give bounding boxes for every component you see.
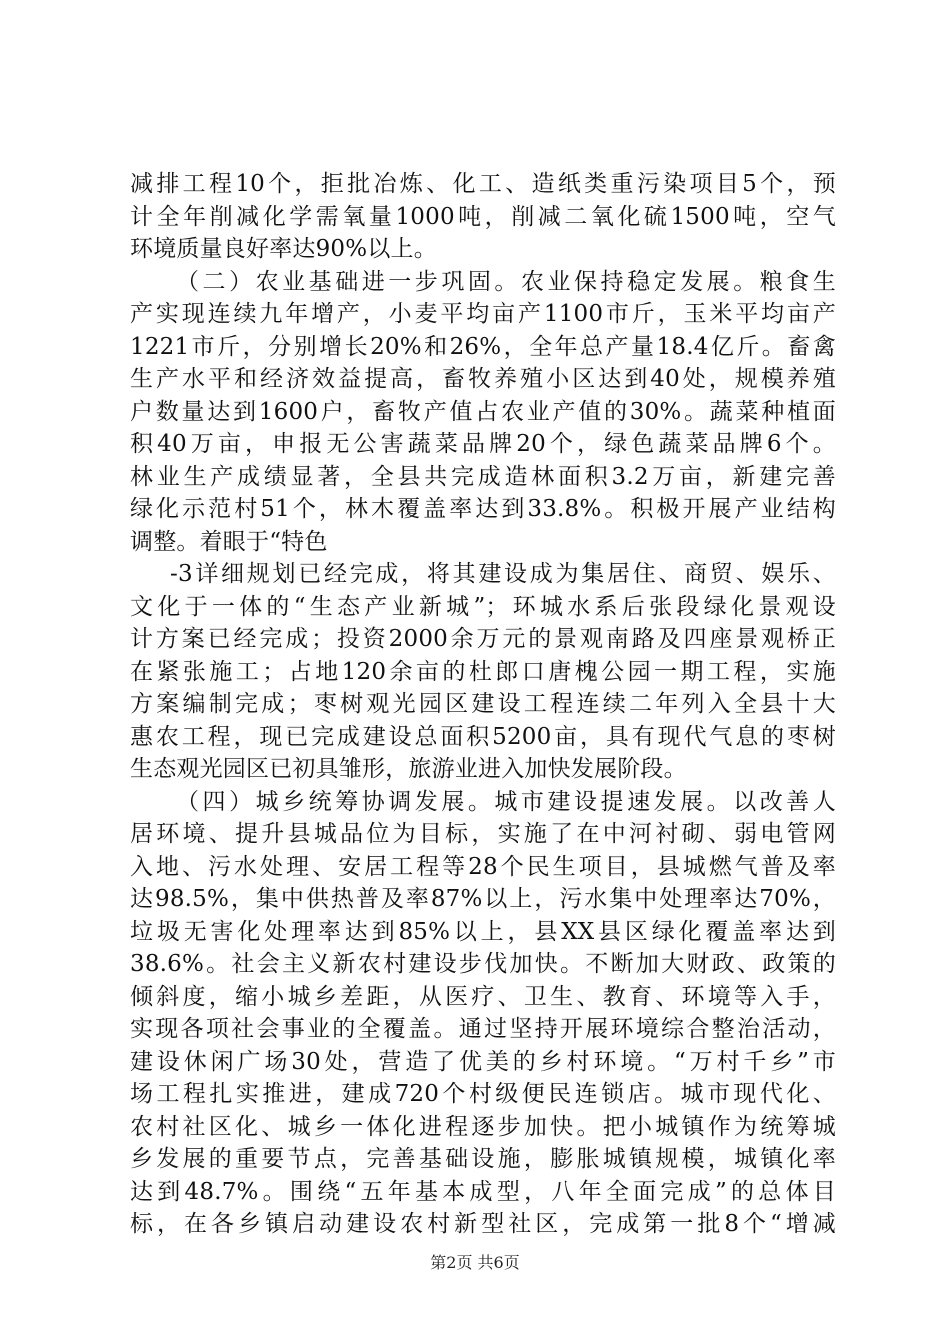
text-line: （二）农业基础进一步巩固。农业保持稳定发展。粮食生 xyxy=(176,268,836,295)
text-line: 农村社区化、城乡一体化进程逐步加快。把小城镇作为统筹城 xyxy=(130,1113,836,1140)
text-line: 惠农工程，现已完成建设总面积5200亩，具有现代气息的枣树 xyxy=(130,723,836,750)
text-line: 林业生产成绩显著，全县共完成造林面积3.2万亩，新建完善 xyxy=(130,463,836,490)
text-line: 绿化示范村51个，林木覆盖率达到33.8%。积极开展产业结构 xyxy=(130,496,836,522)
text-line: 1221市斤，分别增长20%和26%，全年总产量18.4亿斤。畜禽 xyxy=(130,333,836,360)
text-line: （四）城乡统筹协调发展。城市建设提速发展。以改善人 xyxy=(176,788,836,815)
text-line: 38.6%。社会主义新农村建设步伐加快。不断加大财政、政策的 xyxy=(130,951,836,977)
page-footer: 第2页 共6页 xyxy=(430,1253,520,1272)
text-line: 产实现连续九年增产，小麦平均亩产1100市斤，玉米平均亩产 xyxy=(130,301,836,327)
text-line: 标，在各乡镇启动建设农村新型社区，完成第一批8个“增减 xyxy=(130,1211,836,1237)
text-line: 生态观光园区已初具雏形，旅游业进入加快发展阶段。 xyxy=(130,756,687,782)
text-line: 场工程扎实推进，建成720个村级便民连锁店。城市现代化、 xyxy=(130,1081,836,1107)
text-line: 户数量达到1600户，畜牧产值占农业产值的30%。蔬菜种植面 xyxy=(130,398,836,425)
text-line: 计方案已经完成；投资2000余万元的景观南路及四座景观桥正 xyxy=(130,626,836,652)
text-line: 减排工程10个，拒批冶炼、化工、造纸类重污染项目5个，预 xyxy=(130,171,836,197)
text-line: 文化于一体的“生态产业新城”；环城水系后张段绿化景观设 xyxy=(130,593,836,620)
text-line: 乡发展的重要节点，完善基础设施，膨胀城镇规模，城镇化率 xyxy=(130,1146,836,1172)
text-line: 实现各项社会事业的全覆盖。通过坚持开展环境综合整治活动， xyxy=(130,1016,836,1042)
text-line: 计全年削减化学需氧量1000吨，削减二氧化硫1500吨，空气 xyxy=(130,203,836,230)
text-line: 在紧张施工；占地120余亩的杜郎口唐槐公园一期工程，实施 xyxy=(130,658,836,685)
text-line: 倾斜度，缩小城乡差距，从医疗、卫生、教育、环境等入手， xyxy=(130,983,836,1010)
text-line: 调整。着眼于“特色 xyxy=(130,528,328,555)
text-line: 入地、污水处理、安居工程等28个民生项目，县城燃气普及率 xyxy=(130,853,836,880)
document-body xyxy=(130,168,836,1241)
text-line: 生产水平和经济效益提高，畜牧养殖小区达到40处，规模养殖 xyxy=(130,366,836,392)
text-line: 居环境、提升县城品位为目标，实施了在中河衬砌、弱电管网 xyxy=(130,821,836,847)
text-line: 方案编制完成；枣树观光园区建设工程连续二年列入全县十大 xyxy=(130,691,836,717)
text-line: 环境质量良好率达90%以上。 xyxy=(130,236,437,262)
text-line: -3详细规划已经完成，将其建设成为集居住、商贸、娱乐、 xyxy=(170,561,836,587)
text-line: 达98.5%，集中供热普及率87%以上，污水集中处理率达70%， xyxy=(130,886,836,912)
text-line: 积40万亩，申报无公害蔬菜品牌20个，绿色蔬菜品牌6个。 xyxy=(130,431,836,457)
text-line: 垃圾无害化处理率达到85%以上，县XX县区绿化覆盖率达到 xyxy=(130,918,836,945)
text-line: 达到48.7%。围绕“五年基本成型，八年全面完成”的总体目 xyxy=(130,1178,836,1205)
text-line: 建设休闲广场30处，营造了优美的乡村环境。“万村千乡”市 xyxy=(130,1048,836,1075)
